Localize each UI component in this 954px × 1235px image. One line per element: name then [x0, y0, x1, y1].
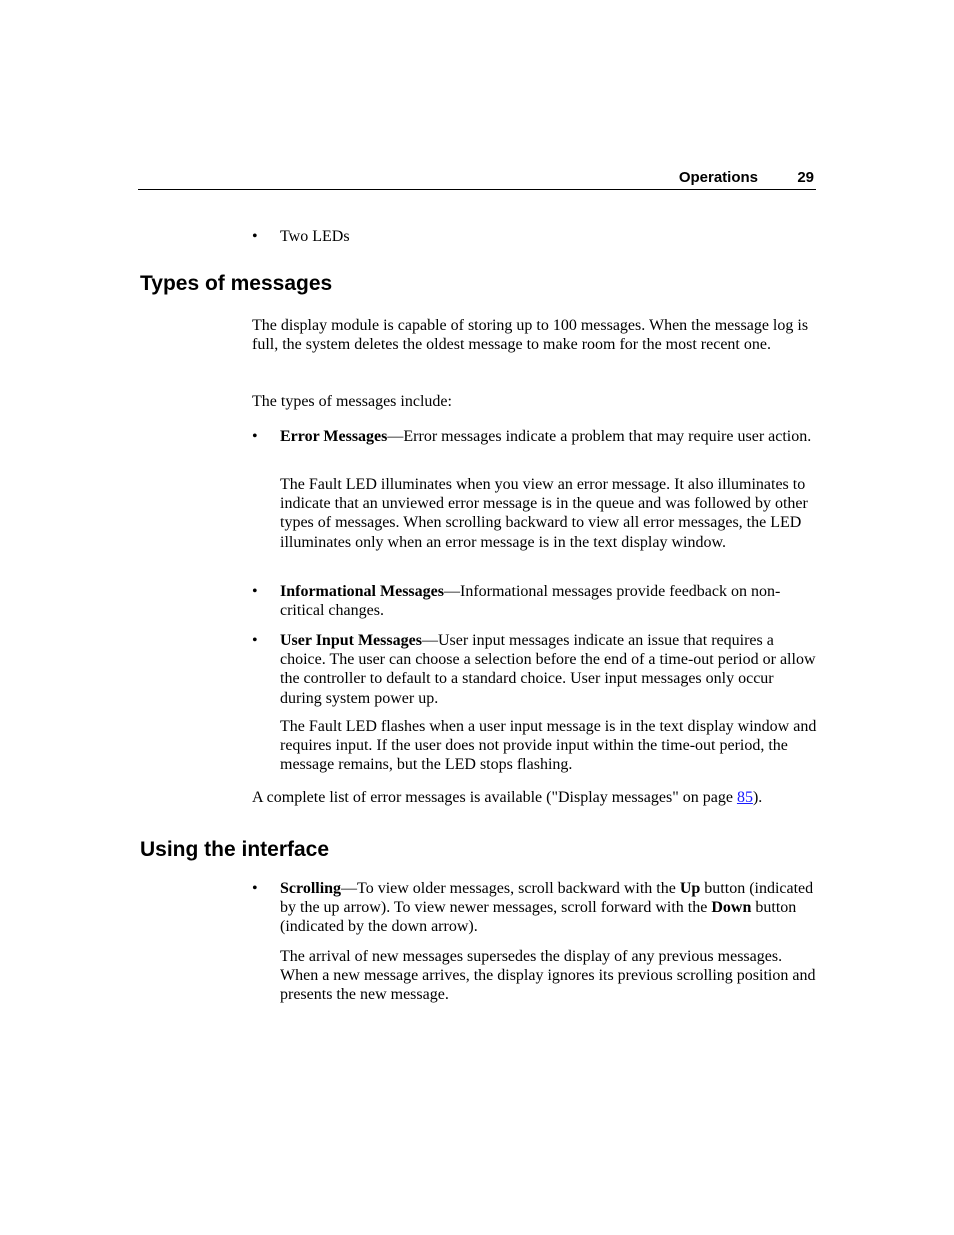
- paragraph-storage: The display module is capable of storing up to 100 messages. When the message log is full, the system deletes the oldest message to make room for the most recent one.: [252, 317, 809, 354]
- list-item-text: [280, 427, 817, 446]
- section-heading-interface: Using the interface: [140, 838, 330, 861]
- list-item-text: [280, 582, 817, 620]
- list-item: [252, 227, 817, 246]
- closing-text-prefix: A complete list of error messages is available ("Display messages" on page: [252, 789, 737, 806]
- list-item-text: [280, 879, 817, 937]
- header-page-number: 29: [797, 169, 814, 186]
- paragraph-new-messages: The arrival of new messages supersedes the display of any previous messages. When a new message arrives, the display ignores its previous scrolling position and presents the new message.: [280, 948, 816, 1004]
- term-up-button: Up: [679, 880, 701, 897]
- list-item-text: Two LEDs: [280, 228, 350, 245]
- bullet-icon: •: [252, 583, 258, 600]
- scrolling-text-part: button (indicated by the down arrow).: [280, 899, 797, 936]
- list-item-user-input-messages: [252, 631, 817, 708]
- definition-informational-messages: —Informational messages provide feedback on non-critical changes.: [280, 583, 781, 620]
- paragraph-fault-led-error: The Fault LED illuminates when you view an error message. It also illuminates to indicate that an unviewed error message is in the queue and was followed by other types of messages. When scrolling backward to view all error messages, the LED illuminates only when an error message is in the text display window.: [280, 476, 808, 551]
- term-user-input-messages: User Input Messages: [280, 632, 422, 649]
- scrolling-text-part: —To view older messages, scroll backward with the: [341, 880, 680, 897]
- scrolling-text-part: button (indicated by the up arrow). To view newer messages, scroll forward with the: [280, 880, 814, 917]
- header-section-title: Operations: [678, 169, 758, 186]
- list-item-error-messages: [252, 427, 817, 446]
- list-item-informational-messages: [252, 582, 817, 620]
- page-header: [138, 168, 816, 190]
- paragraph-complete-list: [252, 788, 817, 807]
- term-scrolling: Scrolling: [280, 880, 342, 897]
- term-error-messages: Error Messages: [280, 428, 388, 445]
- definition-user-input-messages: —User input messages indicate an issue that requires a choice. The user can choose a selection before the end of a time-out period or allow the controller to default to a standard choice. User input messages only occur during system power up.: [280, 632, 816, 707]
- list-item-scrolling: [252, 879, 817, 937]
- paragraph-types-intro: The types of messages include:: [252, 393, 452, 410]
- section-heading-types: Types of messages: [140, 272, 333, 295]
- closing-text-suffix: ).: [752, 789, 763, 806]
- paragraph-fault-led-input: The Fault LED flashes when a user input message is in the text display window and requires input. If the user does not provide input within the time-out period, the message remains, but the LED stops flashing.: [280, 718, 817, 774]
- term-down-button: Down: [711, 899, 752, 917]
- bullet-icon: •: [252, 228, 258, 245]
- bullet-icon: •: [252, 428, 258, 445]
- term-informational-messages: Informational Messages: [280, 583, 444, 600]
- definition-error-messages: —Error messages indicate a problem that may require user action.: [387, 428, 812, 445]
- bullet-icon: •: [252, 632, 258, 649]
- page-reference-link[interactable]: 85: [736, 789, 753, 806]
- list-item-text: [280, 631, 817, 708]
- bullet-icon: •: [252, 880, 258, 897]
